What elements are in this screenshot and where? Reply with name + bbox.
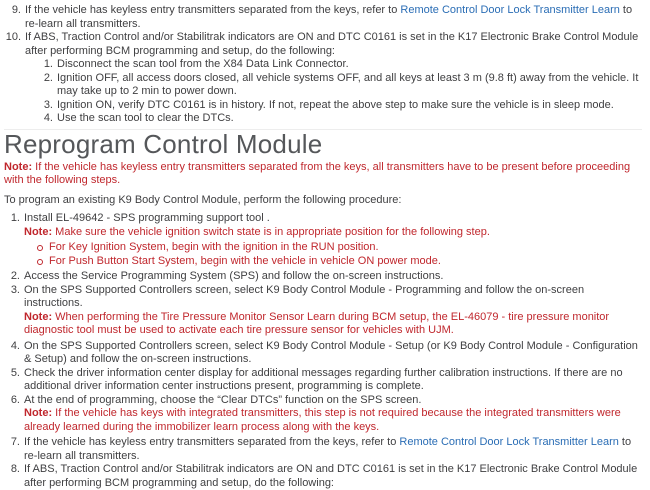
prior-steps-list — [4, 4, 642, 126]
substep-number: 1. — [43, 58, 53, 70]
substep-number: 4. — [43, 112, 53, 124]
substep-text: Disconnect the scan tool from the X84 Data Link Connector. — [57, 58, 349, 70]
step-number: 7. — [10, 436, 20, 448]
note-text: If the vehicle has keyless entry transmitters separated from the keys, all transmitters have to be present before proceeding with the following steps. — [4, 160, 631, 186]
step-note — [24, 226, 642, 240]
substep-4 — [43, 112, 642, 126]
step-text-after-link: to re-learn all transmitters. — [25, 4, 633, 30]
note-label: Note: — [4, 160, 33, 173]
substep-text: Use the scan tool to clear the DTCs. — [57, 112, 234, 124]
substep-2 — [43, 72, 642, 99]
note-text: Make sure the vehicle ignition switch state is in appropriate position for the following step. — [52, 225, 490, 238]
remote-control-door-lock-transmitter-learn-link[interactable]: Remote Control Door Lock Transmitter Learn — [399, 436, 619, 448]
step-text-before-link: If the vehicle has keyless entry transmitters separated from the keys, refer to — [24, 436, 400, 448]
circle-bullet-icon — [37, 259, 43, 265]
step-text: If ABS, Traction Control and/or Stabilitrak indicators are ON and DTC C0161 is set in the K17 Electronic Brake Control Module after performing BCM programming and setup, do the following: — [24, 463, 638, 489]
substep-text: Ignition ON, verify DTC C0161 is in history. If not, repeat the above step to make sure the vehicle is in sleep mode. — [57, 98, 614, 111]
note-label: Note: — [24, 225, 53, 238]
circle-bullet-icon — [37, 245, 43, 251]
procedure-step-3 — [4, 284, 642, 340]
procedure-step-5 — [4, 367, 642, 394]
bullet-item — [37, 255, 642, 269]
note-label: Note: — [24, 407, 53, 419]
step-number: 2. — [10, 270, 20, 282]
intro-paragraph: To program an existing K9 Body Control Module, perform the following procedure: — [4, 193, 402, 206]
procedure-step-4 — [4, 340, 642, 367]
substep-text: Ignition OFF, all access doors closed, all vehicle systems OFF, and all keys at least 3 m (9.8 ft) away from the vehicle. It may take up to 2 min to power down. — [57, 71, 639, 97]
note-text: When performing the Tire Pressure Monitor Sensor Learn during BCM setup, the EL-46079 - tire pressure monitor diagnostic tool must be used to activate each tire pressure sensor for vehicles with UJM. — [24, 310, 610, 336]
step-text: Check the driver information center display for additional messages regarding further calibration instructions. If there are no additional driver information center instructions present, programming is complete. — [24, 366, 623, 392]
substep-1 — [43, 58, 642, 72]
step-number: 10. — [5, 31, 21, 43]
substeps-list — [43, 58, 642, 126]
step-number: 3. — [10, 283, 20, 296]
prior-step-10 — [4, 31, 642, 126]
step-number: 1. — [10, 212, 20, 224]
step-text-after-link: to re-learn all transmitters. — [24, 436, 632, 462]
step-number: 4. — [10, 339, 20, 352]
bullet-list — [37, 241, 642, 268]
note-text: If the vehicle has keys with integrated transmitters, this step is not required because the integrated transmitters were already learned during the immobilizer learn process along with the keys. — [24, 407, 621, 433]
bullet-item — [37, 241, 642, 255]
step-text — [25, 4, 642, 31]
procedure-step-6 — [4, 394, 642, 437]
step-content — [25, 31, 642, 126]
procedure-step-2 — [4, 270, 642, 284]
remote-control-door-lock-transmitter-learn-link[interactable]: Remote Control Door Lock Transmitter Learn — [400, 4, 620, 16]
step-content — [24, 394, 642, 437]
step-text-before-link: If the vehicle has keyless entry transmitters separated from the keys, refer to — [25, 4, 401, 16]
step-number: 5. — [10, 366, 20, 379]
procedure-list — [4, 212, 642, 490]
step-text: Access the Service Programming System (SPS) and follow the on-screen instructions. — [24, 270, 444, 282]
step-number: 6. — [10, 393, 20, 406]
substep-number: 2. — [43, 71, 53, 84]
page-title: Reprogram Control Module — [4, 128, 323, 159]
substep-number: 3. — [43, 98, 53, 111]
step-text: Install EL-49642 - SPS programming support tool . — [24, 212, 270, 224]
note-label: Note: — [24, 310, 53, 323]
section-note — [4, 161, 642, 188]
step-text: On the SPS Supported Controllers screen, select K9 Body Control Module - Setup (or K9 Body Control Module - Configuration & Setup) and follow the on-screen instructions. — [24, 339, 638, 365]
prior-step-9 — [4, 4, 642, 31]
step-text: At the end of programming, choose the “Clear DTCs” function on the SPS screen. — [24, 393, 422, 406]
step-note — [24, 311, 642, 338]
procedure-step-1 — [4, 212, 642, 270]
substep-3 — [43, 99, 642, 113]
step-note — [24, 407, 642, 434]
bullet-text: For Key Ignition System, begin with the ignition in the RUN position. — [49, 241, 379, 253]
step-number: 9. — [11, 4, 21, 16]
step-text: On the SPS Supported Controllers screen, select K9 Body Control Module - Programming and follow the on-screen instructions. — [24, 283, 585, 309]
step-text: If ABS, Traction Control and/or Stabilitrak indicators are ON and DTC C0161 is set in the K17 Electronic Brake Control Module after performing BCM programming and setup, do the following: — [25, 31, 639, 57]
procedure-step-8 — [4, 463, 642, 490]
procedure-step-7 — [4, 436, 642, 463]
step-number: 8. — [10, 463, 20, 475]
step-content — [24, 284, 642, 340]
bullet-text: For Push Button Start System, begin with the vehicle in vehicle ON power mode. — [49, 254, 441, 267]
step-text — [24, 436, 642, 463]
step-content — [24, 212, 642, 270]
